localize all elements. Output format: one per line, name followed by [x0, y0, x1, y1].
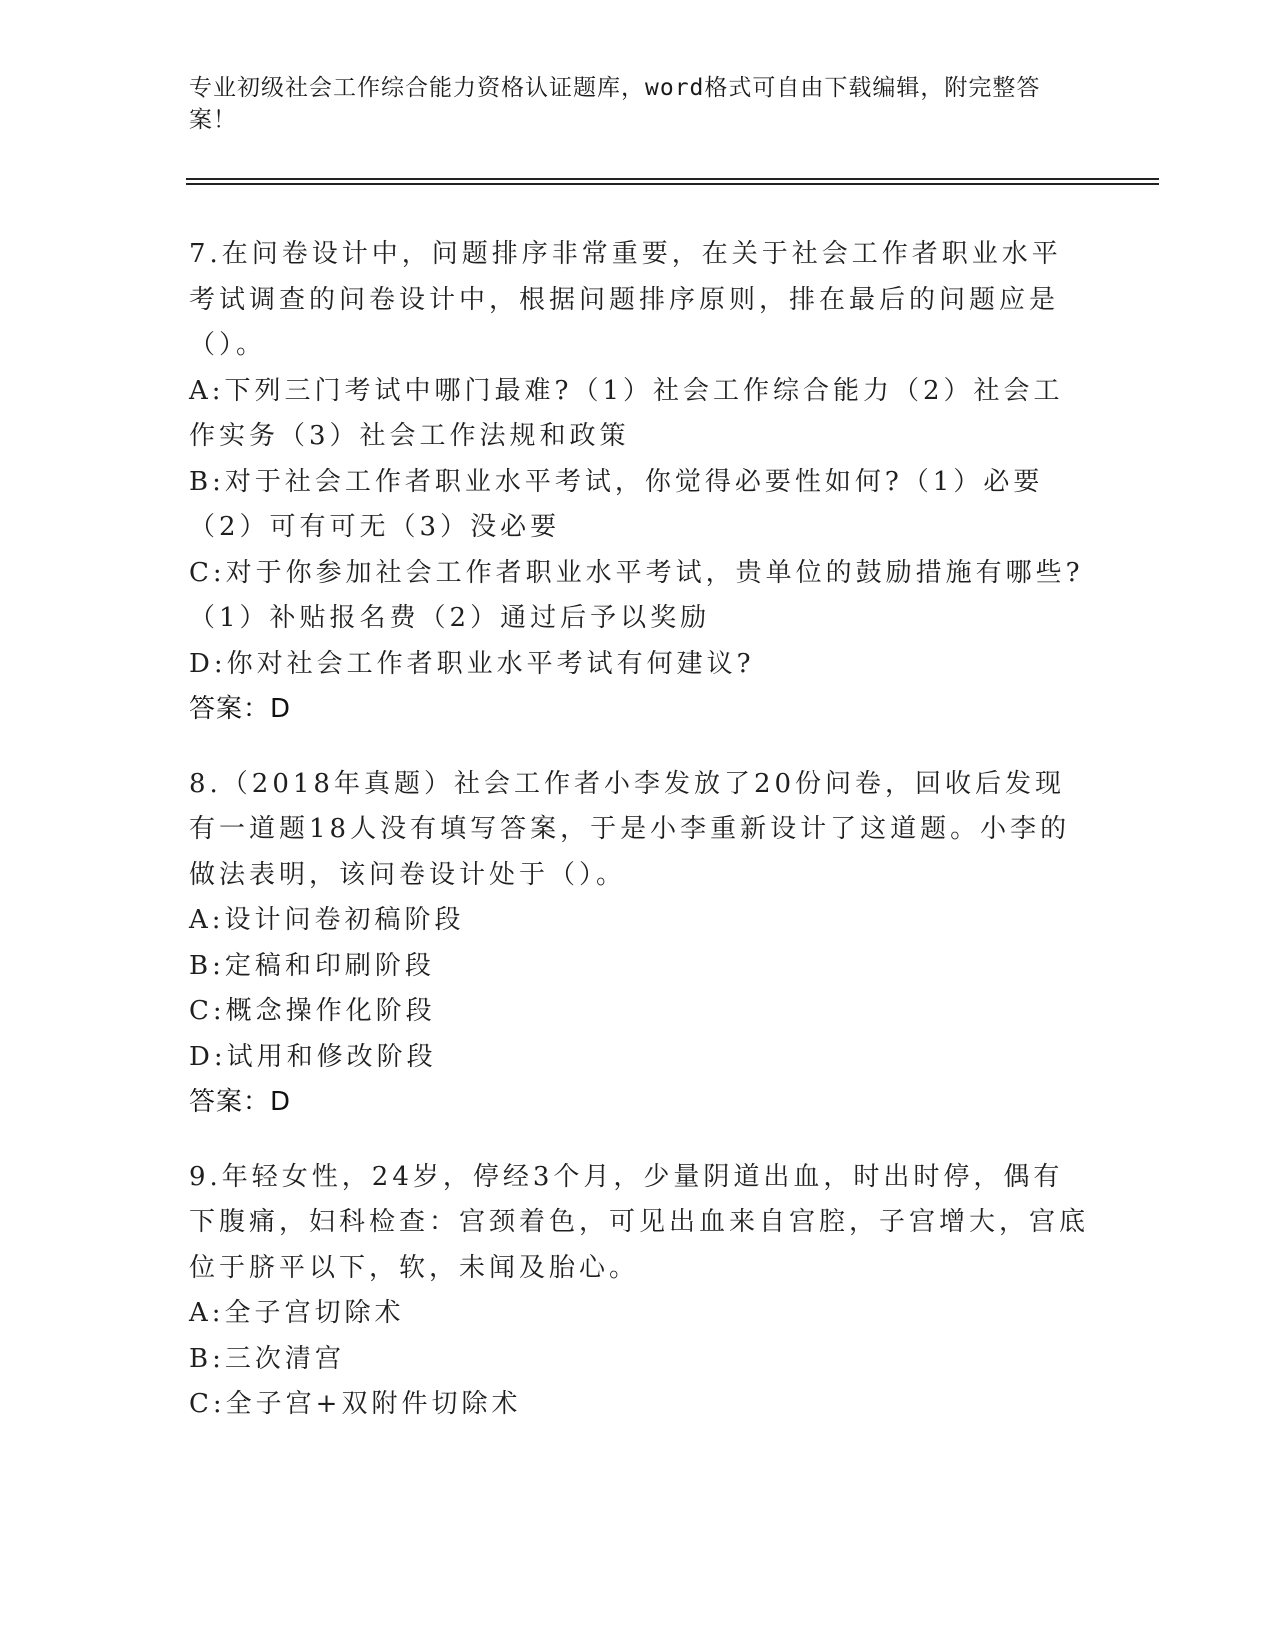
header-divider-top — [186, 178, 1159, 180]
option-a: A:设计问卷初稿阶段 — [189, 905, 465, 935]
document-header: 专业初级社会工作综合能力资格认证题库，word格式可自由下载编辑，附完整答案！ — [189, 75, 1041, 133]
option-c: C:对于你参加社会工作者职业水平考试，贵单位的鼓励措施有哪些?（1）补贴报名费（2）通过后予以奖励 — [189, 557, 1084, 633]
question-stem: 7.在问卷设计中，问题排序非常重要，在关于社会工作者职业水平考试调查的问卷设计中，根据问题排序原则，排在最后的问题应是（）。 — [189, 239, 1062, 360]
option-d: D:试用和修改阶段 — [189, 1041, 437, 1072]
option-a: A:下列三门考试中哪门最难?（1）社会工作综合能力（2）社会工作实务（3）社会工作法规和政策 — [189, 375, 1064, 451]
question-list — [189, 232, 1089, 1457]
question-stem: 8.（2018年真题）社会工作者小李发放了20份问卷，回收后发现有一道题18人没有填写答案，于是小李重新设计了这道题。小李的做法表明，该问卷设计处于（）。 — [189, 768, 1071, 890]
option-c: C:概念操作化阶段 — [189, 996, 436, 1026]
question-9 — [189, 1155, 1089, 1428]
option-b: B:三次清宫 — [189, 1343, 345, 1374]
question-8 — [189, 762, 1089, 1126]
option-c: C:全子宫+双附件切除术 — [189, 1389, 522, 1419]
option-a: A:全子宫切除术 — [189, 1298, 405, 1328]
option-b: B:对于社会工作者职业水平考试，你觉得必要性如何?（1）必要（2）可有可无（3）没必要 — [189, 466, 1044, 542]
option-d: D:你对社会工作者职业水平考试有何建议? — [189, 648, 755, 679]
option-b: B:定稿和印刷阶段 — [189, 950, 435, 981]
header-divider-bottom — [186, 183, 1159, 185]
answer-text: 答案：D — [189, 694, 292, 724]
question-7 — [189, 232, 1089, 733]
question-stem: 9.年轻女性，24岁，停经3个月，少量阴道出血，时出时停，偶有下腹痛，妇科检查：宫颈着色，可见出血来自宫腔，子宫增大，宫底位于脐平以下，软，未闻及胎心。 — [189, 1161, 1090, 1283]
answer-text: 答案：D — [189, 1087, 292, 1117]
